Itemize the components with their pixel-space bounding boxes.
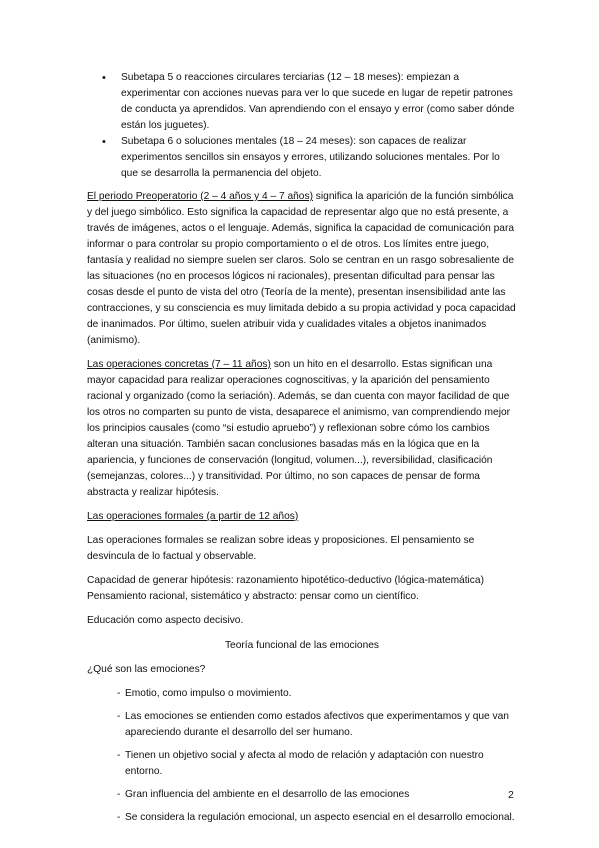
formal-operations-heading-paragraph (87, 509, 517, 525)
preoperational-paragraph (87, 189, 517, 349)
formal-operations-heading: Las operaciones formales (a partir de 12 años) (87, 511, 299, 522)
document-body (87, 70, 517, 833)
concrete-operations-text: son un hito en el desarrollo. Estas significan una mayor capacidad para realizar operaciones cognoscitivas, y la aparición del pensamiento racional y organizado (como la seriación). Además, se dan cuenta con mayor facilidad de que los otros no comparten su punto de vista, desaparece el animismo, van comprendiendo mejor los principios causales (como “si estudio apruebo”) y reflexionan sobre cómo los cambios alteran una situación. También sacan conclusiones basadas más en la lógica que en la apariencia, y funciones de conservación (longitud, volumen...), reversibilidad, clasificación (semejanzas, colores...) y transitividad. Por último, no son capaces de pensar de forma abstracta y realizar hipótesis. (87, 359, 511, 498)
concrete-operations-heading: Las operaciones concretas (7 – 11 años) (87, 359, 271, 370)
bullet-text: Subetapa 6 o soluciones mentales (18 – 24 meses): son capaces de realizar experimentos sencillos sin ensayos y errores, utilizando soluciones mentales. Por lo que se desarrolla la permanencia del objeto. (121, 136, 500, 179)
list-item-text: Tienen un objetivo social y afecta al modo de relación y adaptación con nuestro entorno. (125, 750, 484, 777)
education-line: Educación como aspecto decisivo. (87, 615, 244, 626)
list-item: - Se considera la regulación emocional, un aspecto esencial en el desarrollo emocional. (117, 812, 515, 823)
formal-operations-text: Las operaciones formales se realizan sobre ideas y proposiciones. El pensamiento se desvincula de lo factual y observable. (87, 535, 475, 562)
list-item: - Emotio, como impulso o movimiento. (117, 688, 292, 699)
question-line: ¿Qué son las emociones? (87, 664, 206, 675)
list-item-text: Las emociones se entienden como estados afectivos que experimentamos y que van apareciendo durante el desarrollo del ser humano. (125, 711, 509, 738)
list-item-text: Gran influencia del ambiente en el desarrollo de las emociones (125, 789, 410, 800)
page-number: 2 (508, 789, 514, 801)
preoperational-text: significa la aparición de la función simbólica y del juego simbólico. Esto significa la capacidad de representar algo que no está presente, a través de imágenes, actos o el lenguaje. Además, significa la capacidad de comunicación para informar o para controlar su propio comportamiento o el de otros. Los límites entre juego, fantasía y realidad no siempre suelen ser claros. Solo se centran en un rasgo sobresaliente de las situaciones (no en procesos lógicos ni racionales), presentan dificultad para pensar las cosas desde el punto de vista del otro (Teoría de la mente), presentan insensibilidad ante las contracciones, y su consciencia es muy limitada debido a su propia actividad y poca capacidad de inanimados. Por último, suelen atribuir vida y cualidades vitales a objetos inanimados (animismo). (87, 191, 516, 346)
hypothesis-line: Capacidad de generar hipótesis: razonamiento hipotético-deductivo (lógica-matemática) (87, 575, 484, 586)
section-title: Teoría funcional de las emociones (224, 640, 380, 651)
bullet-text: Subetapa 5 o reacciones circulares terciarias (12 – 18 meses): empiezan a experimentar con acciones nuevas para ver lo que sucede en lugar de repetir patrones de conducta ya aprendidos. Van aprendiendo con el ensayo y error (como saber dónde están los juguetes). (121, 72, 515, 131)
list-item: - Las emociones se entienden como estados afectivos que experimentamos y que van apareciendo durante el desarrollo del ser humano. (117, 711, 509, 738)
list-item-text: Emotio, como impulso o movimiento. (125, 688, 292, 699)
preoperational-heading: El periodo Preoperatorio (2 – 4 años y 4 – 7 años) (87, 191, 313, 202)
rational-thinking-line: Pensamiento racional, sistemático y abstracto: pensar como un científico. (87, 591, 419, 602)
emotions-dash-list (87, 686, 517, 826)
hypothesis-paragraph (87, 573, 517, 605)
list-item-text: Se considera la regulación emocional, un aspecto esencial en el desarrollo emocional. (125, 812, 515, 823)
substage-bullet-list (87, 70, 517, 182)
list-item (87, 70, 517, 134)
concrete-operations-paragraph (87, 357, 517, 501)
list-item: - Tienen un objetivo social y afecta al modo de relación y adaptación con nuestro entorno. (117, 750, 484, 777)
list-item: - Gran influencia del ambiente en el desarrollo de las emociones (117, 789, 410, 800)
list-item (87, 134, 517, 182)
